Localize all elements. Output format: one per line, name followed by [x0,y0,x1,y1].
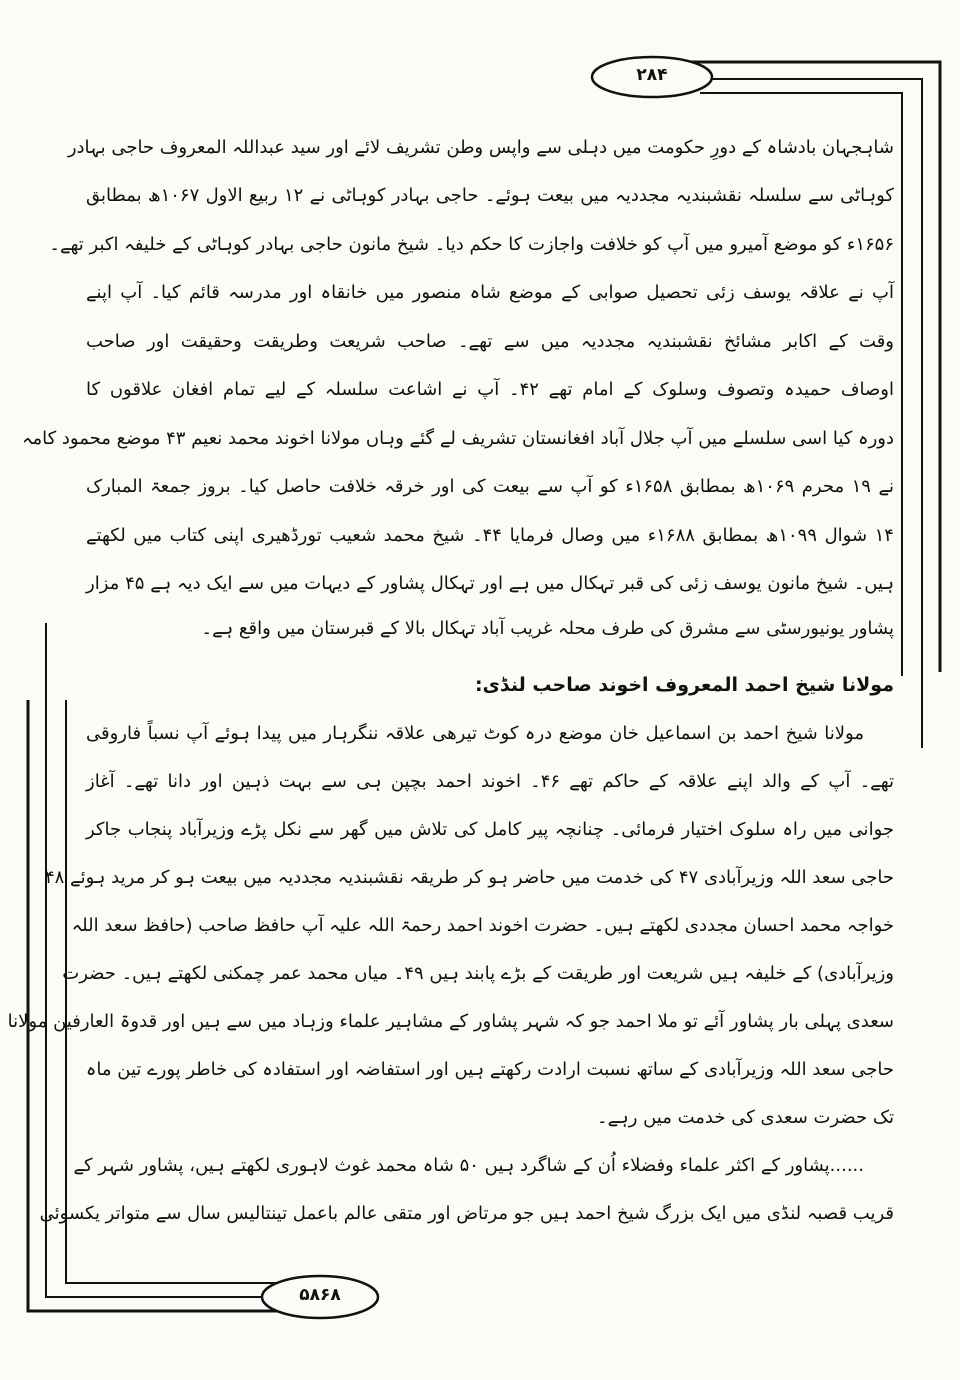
text-line: تک حضرت سعدی کی خدمت میں رہے۔ [597,1107,894,1128]
text-line: وزیرآبادی) کے خلیفہ ہیں شریعت اور طریقت کے بڑے پابند ہیں ۴۹۔ میاں محمد عمر چمکنی لکھتے ہیں۔ حضرت [62,963,894,984]
text-line: پشاور یونیورسٹی سے مشرق کی طرف محلہ غریب آباد تہکال بالا کے قبرستان میں واقع ہے۔ [201,618,894,639]
text-line: آپ نے علاقہ یوسف زئی تحصیل صوابی کے موضع شاہ منصور میں خانقاہ اور مدرسہ قائم کیا۔ آپ اپنے [86,282,894,303]
text-line: تھے۔ آپ کے والد اپنے علاقہ کے حاکم تھے ۴۶۔ اخوند احمد بچپن ہی سے بہت ذہین اور دانا تھے۔ آغاز [86,771,895,792]
text-line: حاجی سعد اللہ وزیرآبادی ۴۷ کی خدمت میں حاضر ہو کر طریقہ نقشبندیہ مجددیہ میں بیعت ہو کر مرید ہوئے ۴۸ [44,867,894,888]
text-line: کوہاٹی سے سلسلہ نقشبندیہ مجددیہ میں بیعت ہوئے۔ حاجی بہادر کوہاٹی نے ۱۲ ربیع الاول ۱۰۶۷ھ بمطابق [86,185,894,206]
text-line: مولانا شیخ احمد بن اسماعیل خان موضع درہ کوٹ تیرھی علاقہ ننگرہار میں پیدا ہوئے آپ نسباً فاروقی [86,723,864,744]
text-line: ہیں۔ شیخ مانون یوسف زئی کی قبر تہکال میں ہے اور تہکال پشاور کے دیہات میں سے ایک دیہ ہے ۴۵ مزار [86,573,894,594]
text-line: حاجی سعد اللہ وزیرآبادی کے ساتھ نسبت ارادت رکھتے ہیں اور استفاضہ اور استفادہ کی خاطر پورے تین ماہ [85,1059,894,1080]
page-number-top: ۲۸۴ [636,65,668,85]
section-heading: مولانا شیخ احمد المعروف اخوند صاحب لنڈی: [474,674,894,696]
text-line: جوانی میں راہ سلوک اختیار فرمائی۔ چنانچہ پیر کامل کی تلاش میں گھر سے نکل پڑے وزیرآباد پنجاب جاکر [86,819,894,840]
text-line: شاہجہان بادشاہ کے دورِ حکومت میں دہلی سے واپس وطن تشریف لائے اور سید عبداللہ المعروف حاجی بہادر [67,137,894,158]
text-line: قریب قصبہ لنڈی میں ایک بزرگ شیخ احمد ہیں جو مرتاض اور متقی عالم باعمل تینتالیس سال سے متواتر یکسوئی [39,1203,894,1224]
text-line: خواجہ محمد احسان مجددی لکھتے ہیں۔ حضرت اخوند احمد رحمۃ اللہ علیہ آپ حافظ صاحب (حافظ سعد اللہ [71,915,894,936]
text-line: اوصاف حمیدہ وتصوف وسلوک کے امام تھے ۴۲۔ آپ نے اشاعت سلسلہ کے لیے تمام افغان علاقوں کا [86,379,894,400]
text-line: دورہ کیا اسی سلسلے میں آپ جلال آباد افغانستان تشریف لے گئے وہاں مولانا اخوند محمد نعیم ۴۳ موضع محمود کامہ [21,428,894,449]
text-line: نے ۱۹ محرم ۱۰۶۹ھ بمطابق ۱۶۵۸ء کو آپ سے بیعت کی اور خرقہ خلافت حاصل کیا۔ بروز جمعۃ المبارک [86,476,895,497]
border-line-top-middle [712,79,922,748]
text-line: ۱۶۵۶ء کو موضع آمیرو میں آپ کو خلافت واجازت کا حکم دیا۔ شیخ مانون حاجی بہادر کوہاٹی کے خلیفہ اکبر تھے۔ [49,234,894,255]
text-line: وقت کے اکابر مشائخ نقشبندیہ مجددیہ میں سے تھے۔ صاحب شریعت وطریقت وحقیقت اور صاحب [86,331,894,352]
page-number-bottom: ۵۸۶۸ [299,1285,341,1305]
text-line: ......پشاور کے اکثر علماء وفضلاء اُن کے شاگرد ہیں ۵۰ شاہ محمد غوث لاہوری لکھتے ہیں، پشاور شہر کے [73,1155,864,1176]
text-line: ۱۴ شوال ۱۰۹۹ھ بمطابق ۱۶۸۸ء میں وصال فرمایا ۴۴۔ شیخ محمد شعیب تورڈھیری اپنی کتاب میں لکھتے [86,525,894,546]
text-line: سعدی پہلی بار پشاور آئے تو ملا احمد جو کہ شہر پشاور کے مشاہیر علماء وزہاد میں سے ہیں اور قدوۃ العارفین مولانا [7,1011,894,1032]
